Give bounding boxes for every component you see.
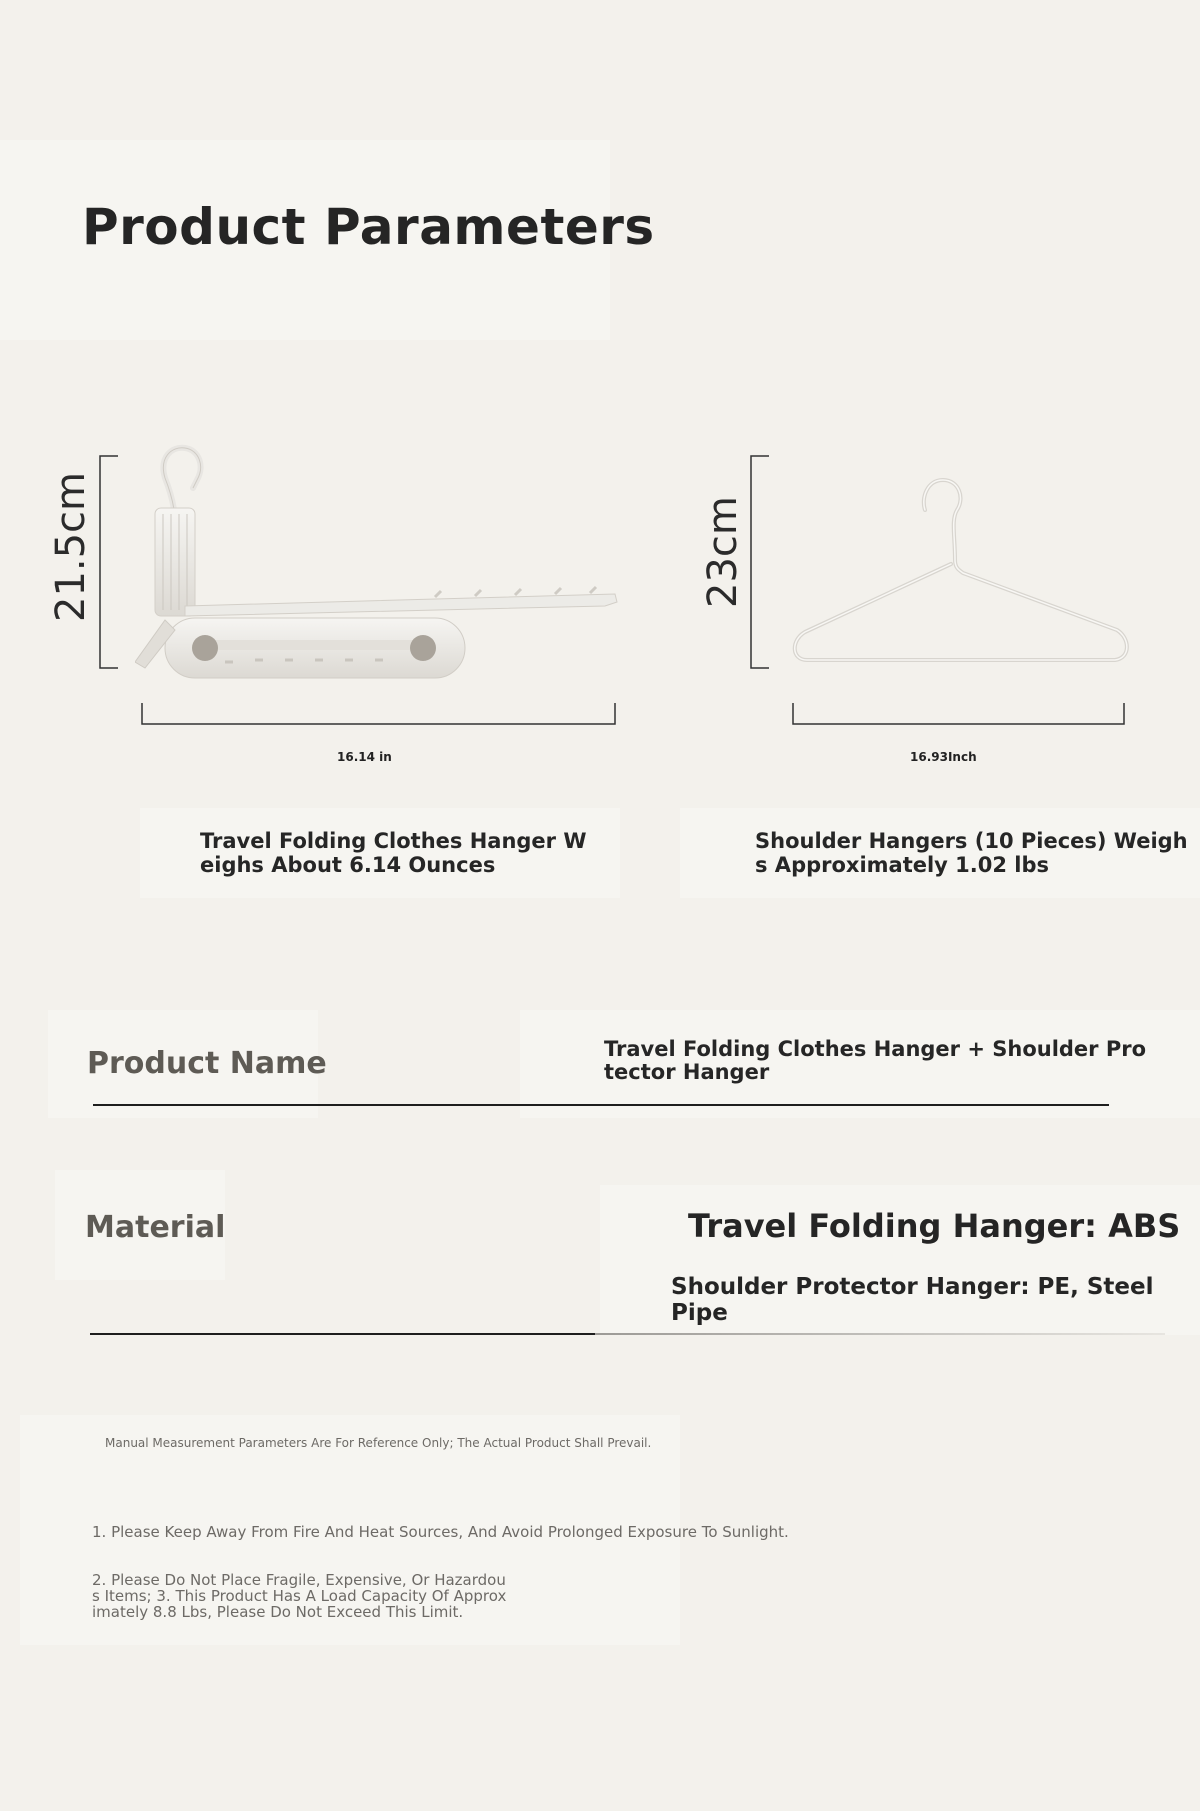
tip-2-line3: imately 8.8 Lbs, Please Do Not Exceed This Limit.: [92, 1603, 464, 1621]
right-height-bracket: [749, 455, 771, 670]
left-caption-line2: eighs About 6.14 Ounces: [200, 853, 496, 877]
material-divider-fade: [595, 1333, 1165, 1335]
left-product-caption: [200, 829, 587, 877]
right-height-label: 23cm: [700, 496, 746, 608]
shoulder-hanger-image: [785, 470, 1135, 670]
product-name-line2: tector Hanger: [604, 1060, 770, 1084]
right-caption-line2: s Approximately 1.02 lbs: [755, 853, 1050, 877]
folding-hanger-image: [135, 440, 625, 685]
product-name-label: Product Name: [87, 1046, 327, 1081]
left-caption-line1: Travel Folding Clothes Hanger W: [200, 829, 587, 853]
product-name-line1: Travel Folding Clothes Hanger + Shoulder Pro: [604, 1037, 1147, 1061]
product-name-value: [604, 1038, 1146, 1084]
right-width-label: 16.93Inch: [910, 750, 977, 764]
left-height-bracket: [98, 455, 120, 670]
tip-2-line1: 2. Please Do Not Place Fragile, Expensive, Or Hazardou: [92, 1571, 506, 1589]
left-height-label: 21.5cm: [48, 471, 94, 622]
material-label: Material: [85, 1210, 226, 1245]
tip-2: [92, 1572, 506, 1620]
left-width-label: 16.14 in: [337, 750, 392, 764]
material-divider: [90, 1333, 595, 1335]
page-title: Product Parameters: [82, 198, 655, 256]
tip-1: 1. Please Keep Away From Fire And Heat Sources, And Avoid Prolonged Exposure To Sunlight.: [92, 1523, 789, 1541]
right-width-bracket: [792, 702, 1126, 726]
right-caption-line1: Shoulder Hangers (10 Pieces) Weigh: [755, 829, 1188, 853]
product-name-divider: [93, 1104, 1109, 1106]
left-width-bracket: [141, 702, 617, 726]
disclaimer-note: Manual Measurement Parameters Are For Reference Only; The Actual Product Shall Prevail.: [105, 1436, 652, 1450]
right-product-caption: [755, 829, 1188, 877]
tip-2-line2: s Items; 3. This Product Has A Load Capacity Of Approx: [92, 1587, 507, 1605]
material-value-abs: Travel Folding Hanger: ABS: [688, 1207, 1181, 1245]
material-value-pe: Shoulder Protector Hanger: PE, Steel Pipe: [671, 1274, 1154, 1326]
